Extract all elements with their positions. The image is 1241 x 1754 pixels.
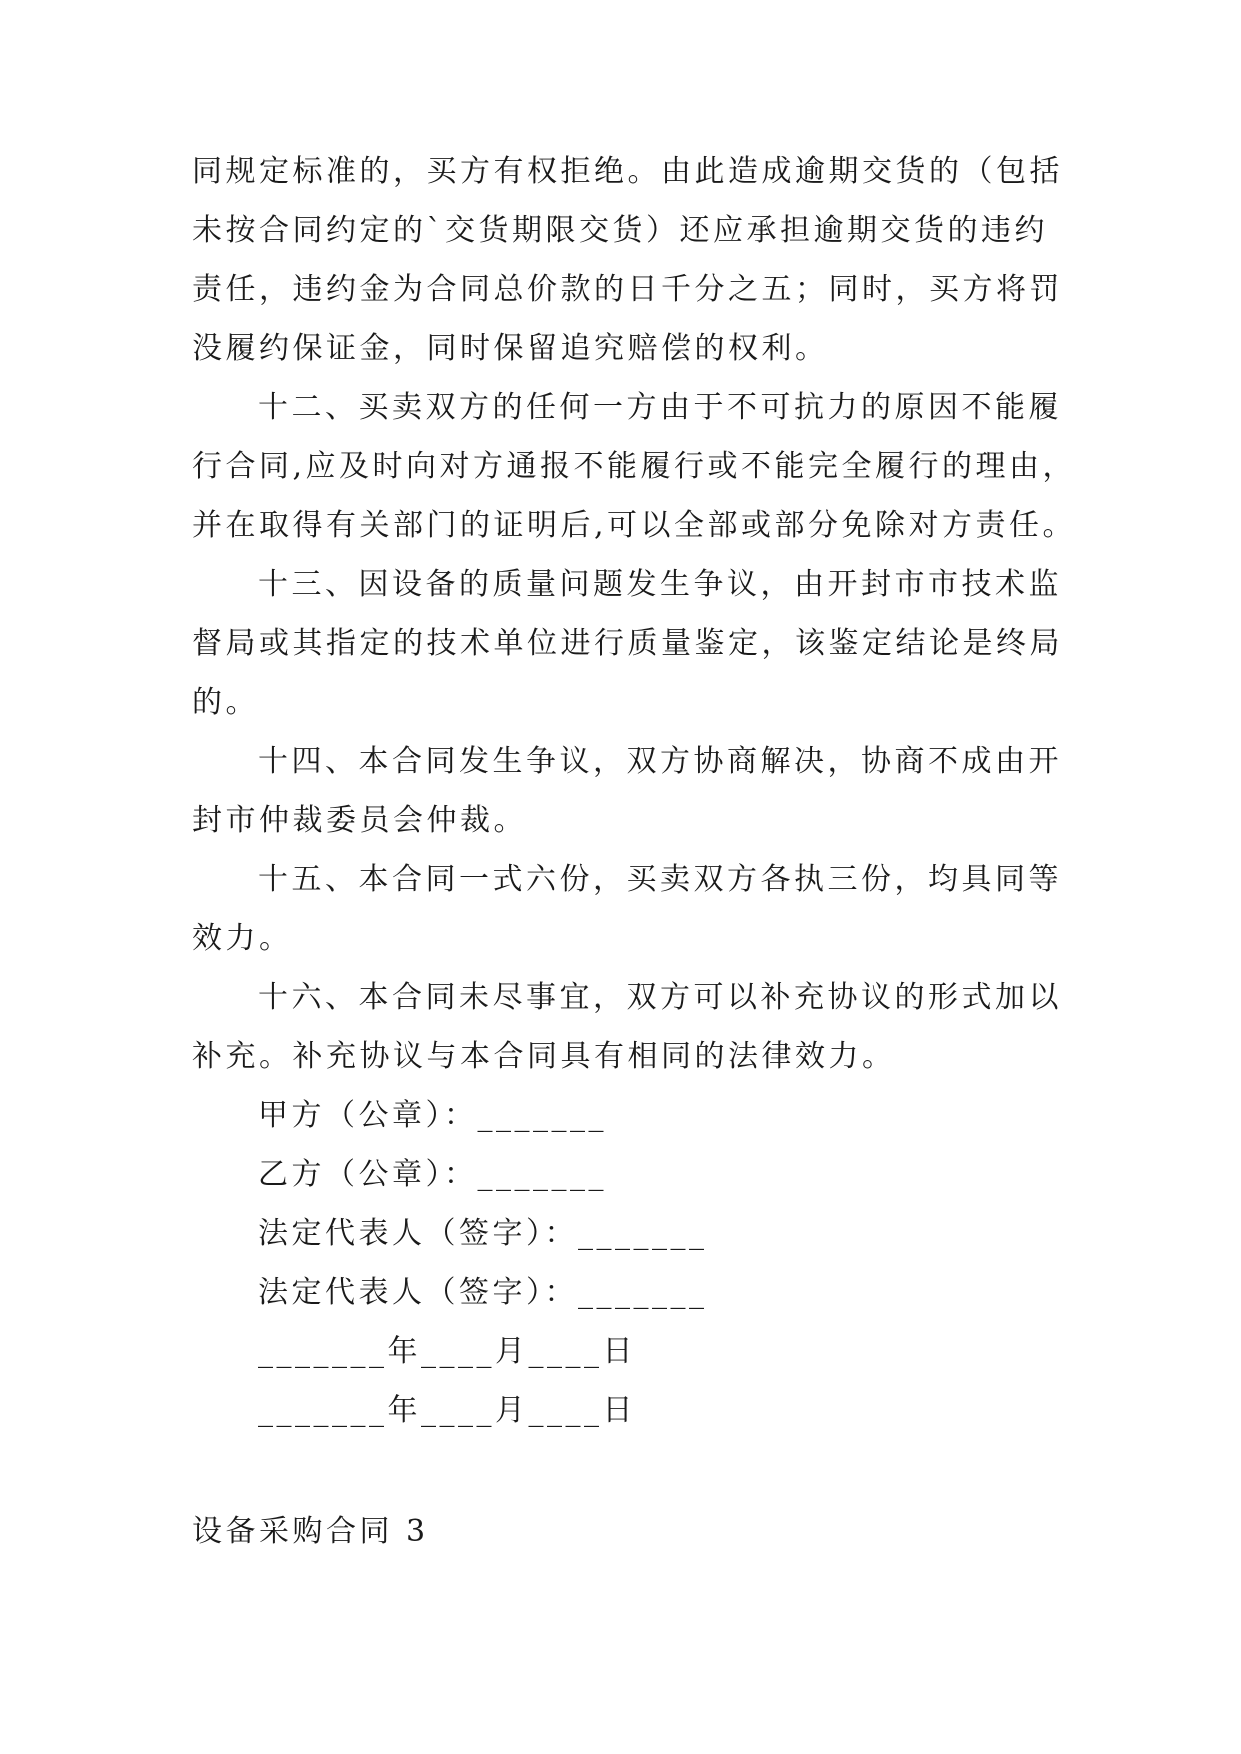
text-line: 同规定标准的，买方有权拒绝。由此造成逾期交货的（包括 [192,154,1063,189]
text-line: 补充。补充协议与本合同具有相同的法律效力。 [192,1039,896,1074]
text-line: 封市仲裁委员会仲裁。 [192,803,527,838]
text-line: 的。 [192,685,259,720]
text-line: 甲方（公章）：_______ [258,1098,607,1133]
text-line: 十二、买卖双方的任何一方由于不可抗力的原因不能履 [258,390,1062,425]
next-section-title: 设备采购合同 3 [192,1514,429,1549]
text-line: 效力。 [192,921,293,956]
contract-body-text [192,142,1077,1440]
text-line: 乙方（公章）：_______ [258,1157,607,1192]
text-line: 法定代表人（签字）：_______ [258,1275,708,1310]
text-line: 十三、因设备的质量问题发生争议，由开封市市技术监 [258,567,1062,602]
text-line: 法定代表人（签字）：_______ [258,1216,708,1251]
text-line: 未按合同约定的`交货期限交货）还应承担逾期交货的违约 [192,213,1048,248]
text-line: 责任，违约金为合同总价款的日千分之五；同时，买方将罚 [192,272,1063,307]
text-line: 十五、本合同一式六份，买卖双方各执三份，均具同等 [258,862,1062,897]
text-line: 十四、本合同发生争议，双方协商解决，协商不成由开 [258,744,1062,779]
text-line: 并在取得有关部门的证明后,可以全部或部分免除对方责任。 [192,508,1077,543]
text-line: 督局或其指定的技术单位进行质量鉴定，该鉴定结论是终局 [192,626,1063,661]
text-line: 没履约保证金，同时保留追究赔偿的权利。 [192,331,829,366]
text-line: 十六、本合同未尽事宜，双方可以补充协议的形式加以 [258,980,1062,1015]
text-line: 行合同,应及时向对方通报不能履行或不能完全履行的理由， [192,449,1077,484]
text-line: _______年____月____日 [258,1393,636,1428]
text-line: _______年____月____日 [258,1334,636,1369]
